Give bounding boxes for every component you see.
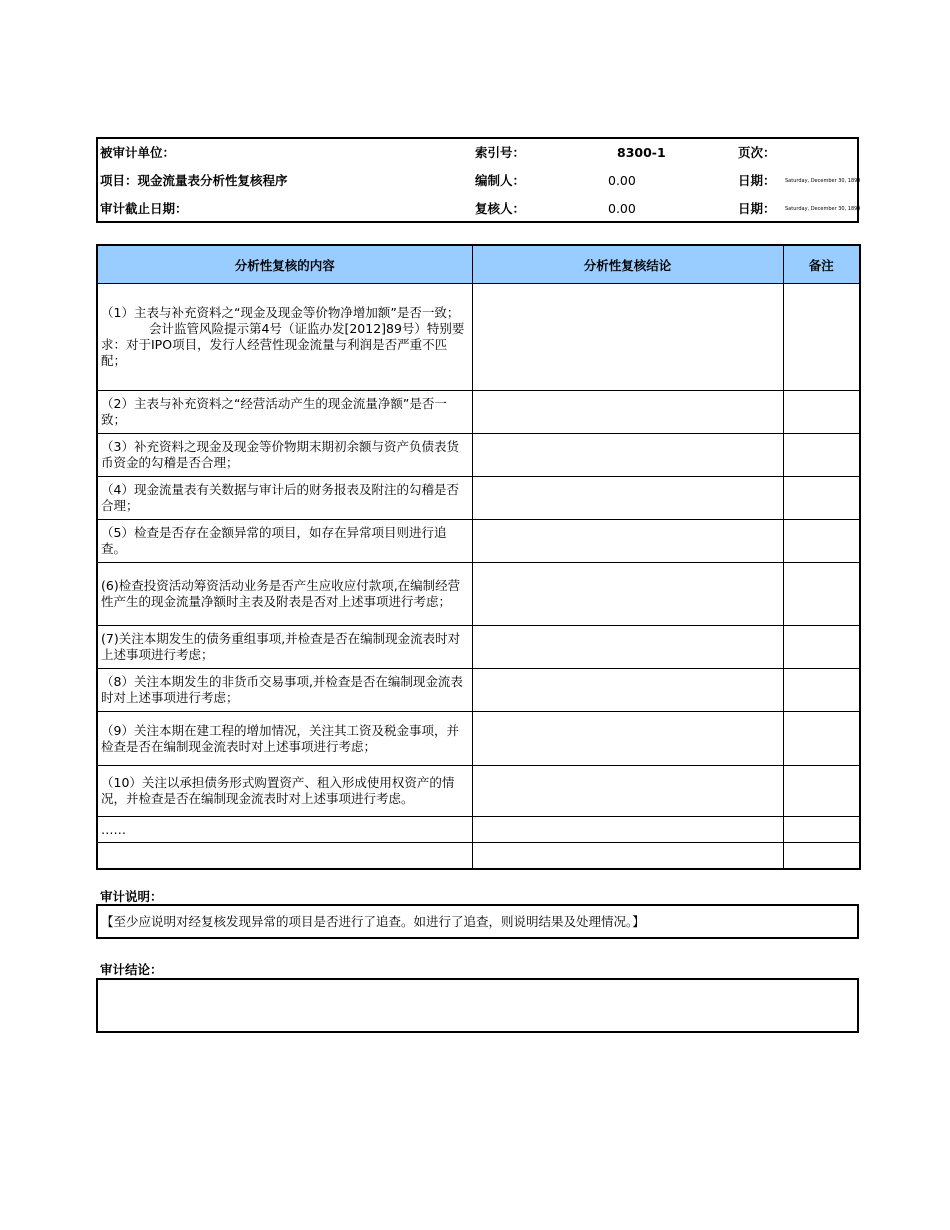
conclusion-cell[interactable]: [472, 563, 783, 626]
analytical-review-table: [96, 244, 861, 870]
review-item-1-note-text: 会计监管风险提示第4号（证监办发[2012]89号）特别要求：对于IPO项目，发行人经营性现金流量与利润是否严重不匹配；: [101, 321, 465, 368]
column-header-conclusion: 分析性复核结论: [472, 245, 783, 284]
header-row-1: [98, 139, 857, 167]
remarks-cell[interactable]: [783, 817, 860, 843]
review-item-6: (6)检查投资活动筹资活动业务是否产生应收应付款项,在编制经营性产生的现金流量净额时主表及附表是否对上述事项进行考虑；: [97, 563, 472, 626]
conclusion-cell[interactable]: [472, 284, 783, 391]
header-row-3: [98, 195, 861, 223]
page-number-label: 页次：: [738, 145, 776, 160]
project-label: 项目：现金流量表分析性复核程序: [100, 173, 288, 188]
preparer-label: 编制人：: [475, 173, 526, 188]
review-item-blank[interactable]: [97, 843, 472, 869]
column-header-content: 分析性复核的内容: [97, 245, 472, 284]
review-item-2: （2）主表与补充资料之“经营活动产生的现金流量净额”是否一致；: [97, 391, 472, 434]
table-row: [97, 284, 860, 391]
table-row: [97, 817, 860, 843]
audit-note-box[interactable]: [96, 904, 859, 939]
conclusion-cell[interactable]: [472, 817, 783, 843]
audit-conclusion-label: 审计结论：: [100, 962, 163, 977]
table-row: [97, 843, 860, 869]
reviewer-value: 0.00: [608, 201, 636, 216]
conclusion-cell[interactable]: [472, 626, 783, 669]
audit-note-text: 【至少应说明对经复核发现异常的项目是否进行了追查。如进行了追查，则说明结果及处理情况。】: [101, 914, 645, 929]
remarks-cell[interactable]: [783, 712, 860, 766]
audit-note-label: 审计说明：: [100, 889, 163, 904]
review-date-value: Saturday, December 30, 1899: [785, 206, 861, 212]
remarks-cell[interactable]: [783, 391, 860, 434]
header-block: [96, 137, 859, 223]
review-item-1-text: （1）主表与补充资料之“现金及现金等价物净增加额”是否一致；: [101, 305, 460, 320]
review-item-1-note: [101, 321, 464, 368]
table-row: [97, 520, 860, 563]
review-item-7: (7)关注本期发生的债务重组事项,并检查是否在编制现金流表时对上述事项进行考虑；: [97, 626, 472, 669]
conclusion-cell[interactable]: [472, 712, 783, 766]
remarks-cell[interactable]: [783, 766, 860, 817]
table-row: [97, 391, 860, 434]
review-item-9: （9）关注本期在建工程的增加情况，关注其工资及税金事项，并检查是否在编制现金流表时对上述事项进行考虑；: [97, 712, 472, 766]
remarks-cell[interactable]: [783, 284, 860, 391]
remarks-cell[interactable]: [783, 626, 860, 669]
remarks-cell[interactable]: [783, 669, 860, 712]
index-number-value: 8300-1: [617, 145, 666, 160]
review-item-10: （10）关注以承担债务形式购置资产、租入形成使用权资产的情况，并检查是否在编制现金流表时对上述事项进行考虑。: [97, 766, 472, 817]
index-number-label: 索引号：: [475, 145, 526, 160]
audit-cutoff-date-label: 审计截止日期：: [100, 201, 188, 216]
remarks-cell[interactable]: [783, 563, 860, 626]
table-row: [97, 563, 860, 626]
conclusion-cell[interactable]: [472, 391, 783, 434]
conclusion-cell[interactable]: [472, 843, 783, 869]
reviewer-label: 复核人：: [475, 201, 526, 216]
table-row: [97, 434, 860, 477]
remarks-cell[interactable]: [783, 843, 860, 869]
review-item-3: （3）补充资料之现金及现金等价物期末期初余额与资产负债表货币资金的勾稽是否合理；: [97, 434, 472, 477]
table-row: [97, 712, 860, 766]
review-item-1: [97, 284, 472, 391]
conclusion-cell[interactable]: [472, 477, 783, 520]
conclusion-cell[interactable]: [472, 669, 783, 712]
column-header-remarks: 备注: [783, 245, 860, 284]
table-row: [97, 626, 860, 669]
review-item-ellipsis: ……: [97, 817, 472, 843]
conclusion-cell[interactable]: [472, 520, 783, 563]
review-item-5: （5）检查是否存在金额异常的项目，如存在异常项目则进行追查。: [97, 520, 472, 563]
audit-conclusion-box[interactable]: [96, 978, 859, 1033]
prepare-date-label: 日期：: [738, 173, 776, 188]
review-date-label: 日期：: [738, 201, 776, 216]
audited-unit-label: 被审计单位：: [100, 145, 176, 160]
review-item-8: （8）关注本期发生的非货币交易事项,并检查是否在编制现金流表时对上述事项进行考虑；: [97, 669, 472, 712]
table-header-row: [97, 245, 860, 284]
review-item-4: （4）现金流量表有关数据与审计后的财务报表及附注的勾稽是否合理；: [97, 477, 472, 520]
remarks-cell[interactable]: [783, 520, 860, 563]
remarks-cell[interactable]: [783, 434, 860, 477]
table-row: [97, 766, 860, 817]
conclusion-cell[interactable]: [472, 434, 783, 477]
header-row-2: [98, 167, 861, 195]
prepare-date-value: Saturday, December 30, 1899: [785, 178, 861, 184]
remarks-cell[interactable]: [783, 477, 860, 520]
table-row: [97, 669, 860, 712]
table-row: [97, 477, 860, 520]
conclusion-cell[interactable]: [472, 766, 783, 817]
preparer-value: 0.00: [608, 173, 636, 188]
